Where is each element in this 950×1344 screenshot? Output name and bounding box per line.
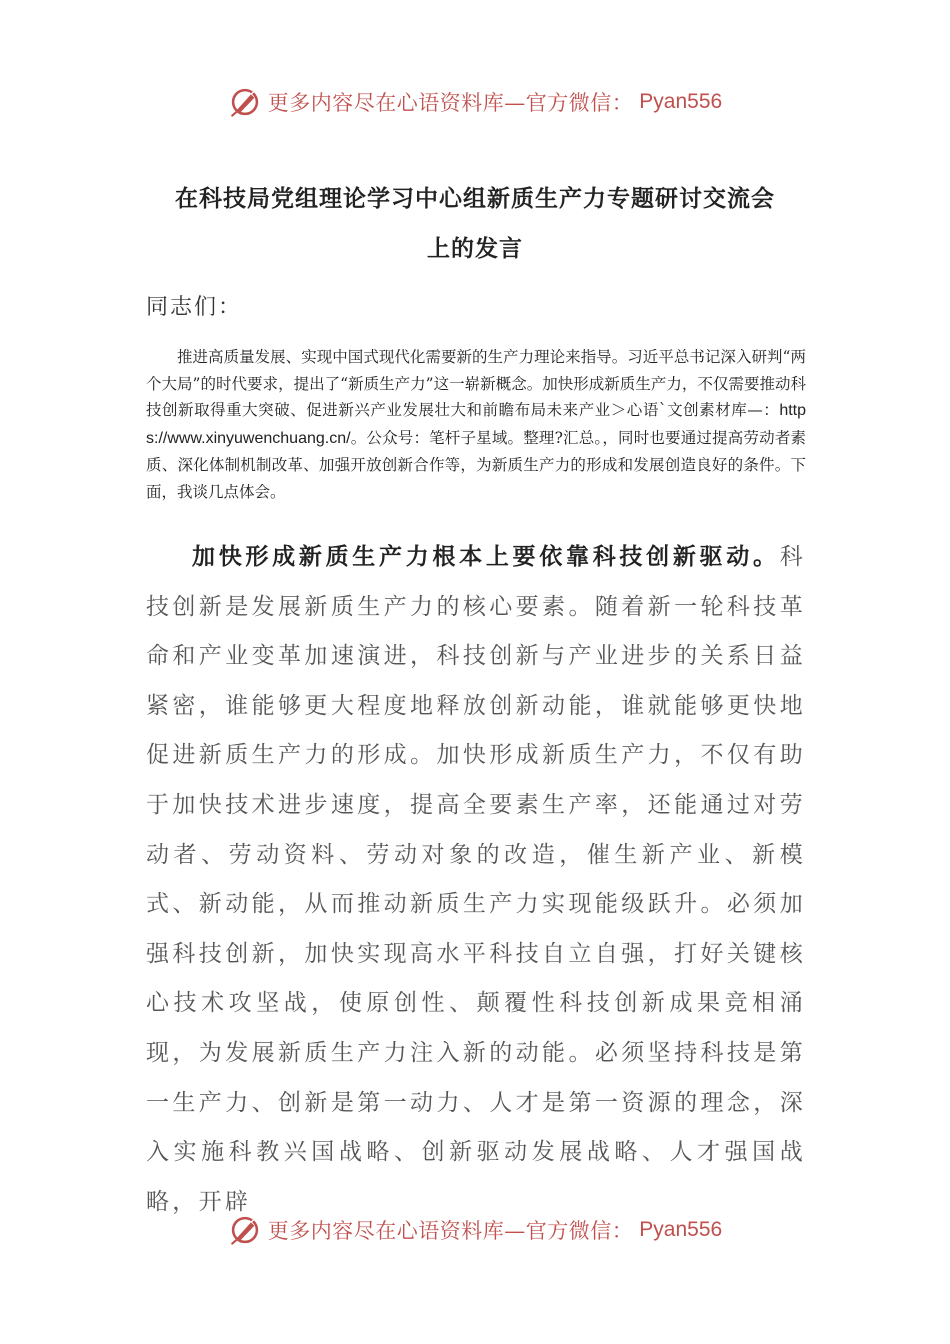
- document-title-line-1: 在科技局党组理论学习中心组新质生产力专题研讨交流会: [175, 185, 775, 212]
- intro-paragraph: [146, 344, 806, 505]
- intro-url-link[interactable]: https://www.xinyuwenchuang.cn/: [146, 402, 806, 447]
- intro-text-part-2: 。公众号：笔杆子星域。整理?汇总。，同时也要通过提高劳动者素质、深化体制机制改革、加强开放创新合作等，为新质生产力的形成和发展创造良好的条件。下面，我谈几点体会。: [146, 428, 806, 501]
- header-watermark-banner: [0, 82, 950, 122]
- section-1-body-text: 科技创新是发展新质生产力的核心要素。随着新一轮科技革命和产业变革加速演进，科技创新与产业进步的关系日益紧密，谁能够更大程度地释放创新动能，谁就能够更快地促进新质生产力的形成。加快形成新质生产力，不仅有助于加快技术进步速度，提高全要素生产率，还能通过对劳动者、劳动资料、劳动对象的改造，催生新产业、新模式、新动能，从而推动新质生产力实现能级跃升。必须加强科技创新，加快实现高水平科技自立自强，打好关键核心技术攻坚战，使原创性、颠覆性科技创新成果竞相涌现，为发展新质生产力注入新的动能。必须坚持科技是第一生产力、创新是第一动力、人才是第一资源的理念，深入实施科教兴国战略、创新驱动发展战略、人才强国战略，开辟: [146, 544, 806, 1215]
- salutation: 同志们：: [146, 295, 243, 320]
- section-1-paragraph: [146, 532, 806, 1227]
- banner-wechat-id: Pyan556: [639, 1218, 723, 1241]
- document-title-line-2: 上的发言: [427, 235, 523, 262]
- pen-circle-logo-icon: [228, 1213, 262, 1247]
- footer-watermark-banner: [0, 1210, 950, 1250]
- intro-text-part-1: 推进高质量发展、实现中国式现代化需要新的生产力理论来指导。习近平总书记深入研判“两个大局”的时代要求，提出了“新质生产力”这一崭新概念。加快形成新质生产力，不仅需要推动科技创新取得重大突破、促进新兴产业发展壮大和前瞻布局未来产业＞心语`文创素材库—：: [146, 348, 806, 419]
- banner-wechat-id: Pyan556: [639, 90, 723, 113]
- banner-text: 更多内容尽在心语资料库—官方微信：: [267, 91, 634, 115]
- banner-text: 更多内容尽在心语资料库—官方微信：: [267, 1219, 634, 1243]
- pen-circle-logo-icon: [228, 85, 262, 119]
- section-1-lead-heading: 加快形成新质生产力根本上要依靠科技创新驱动。: [192, 543, 780, 570]
